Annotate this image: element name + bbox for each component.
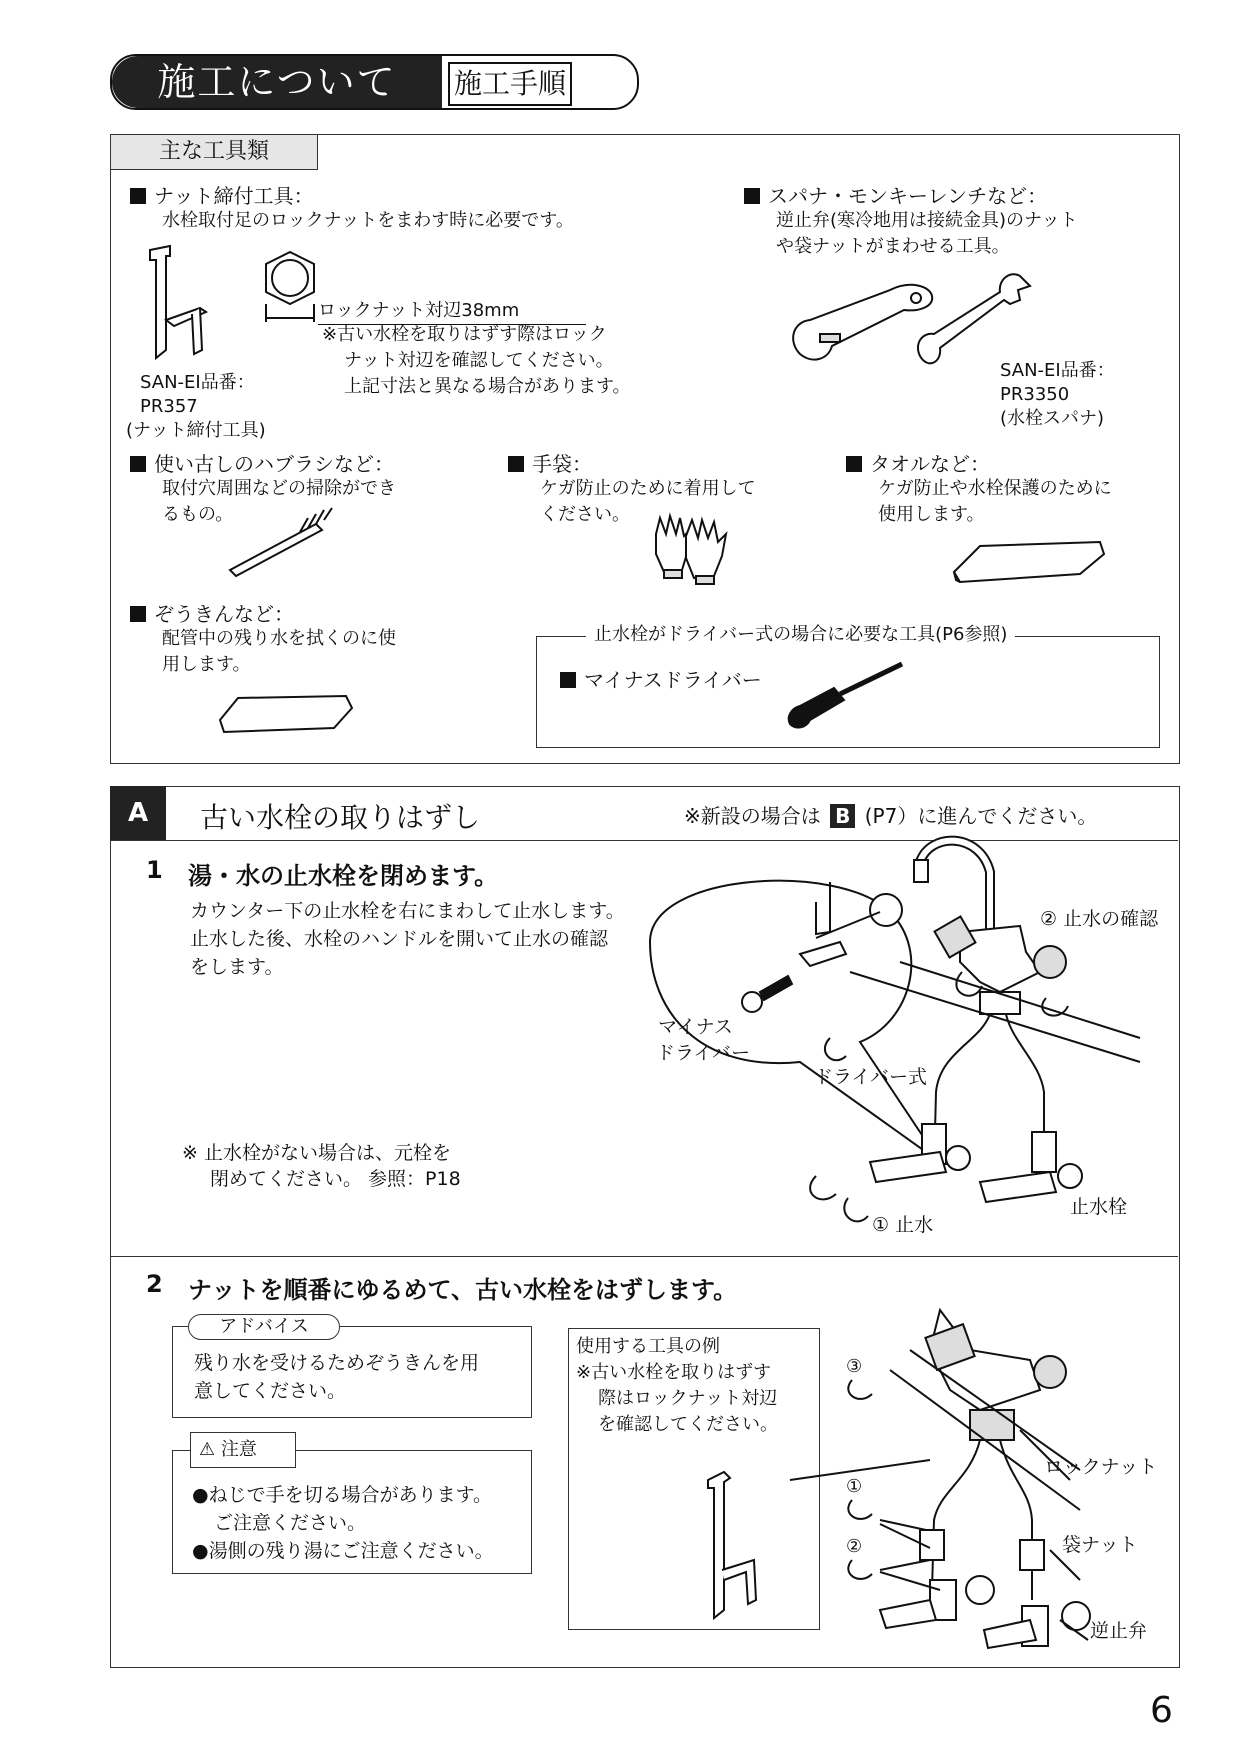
label-bagnut: 袋ナット [1062,1534,1138,1556]
bullet-square-icon [744,188,760,204]
towel-illustration [950,536,1110,586]
brush-heading: 使い古しのハブラシなど： [130,448,394,477]
step1-body-2: 止水した後、水栓のハンドルを開いて止水の確認 [190,928,609,950]
brush-desc-2: るもの。 [162,504,234,525]
step1-body-3: をします。 [190,956,284,978]
nut-wrench-large-illustration [700,1460,780,1620]
tool-example-3: を確認してください。 [598,1414,778,1435]
label-locknut: ロックナット [1044,1456,1158,1478]
page-number: 6 [1150,1690,1173,1731]
section-a-title: 古い水栓の取りはずし [200,801,481,834]
tools-tag: 主な工具類 [110,134,318,170]
caution-tag: ⚠ 注意 [190,1432,296,1468]
spanner-part-3: (水栓スパナ) [1000,408,1105,429]
cloth-desc-1: 配管中の残り水を拭くのに使 [162,628,396,649]
nut-order-2: ② [846,1536,863,1557]
advice-tag: アドバイス [188,1314,340,1340]
gloves-heading: 手袋： [508,448,592,477]
nut-tool-part-3: (ナット締付工具) [126,420,266,441]
tool-example-title: 使用する工具の例 [576,1336,720,1357]
tool-example-2: 際はロックナット対辺 [598,1388,778,1409]
spanner-heading: スパナ・モンキーレンチなど： [744,180,1047,209]
nut-wrench-illustration [140,240,220,370]
driver-item: マイナスドライバー [560,664,762,693]
locknut-note-2: ナット対辺を確認してください。 [344,350,614,371]
section-a-note: ※新設の場合は B (P7）に進んでください。 [684,804,1098,828]
screwdriver-illustration [784,660,914,740]
cloth-illustration [216,690,356,736]
nut-tool-heading: ナット締付工具： [130,180,314,209]
page-subtitle: 施工手順 [448,62,572,106]
spanner-part-2: PR3350 [1000,384,1070,405]
cloth-heading: ぞうきんなど： [130,598,294,627]
label-minus-1: マイナス [658,1016,733,1038]
step1-number: 1 [146,856,163,884]
nut-order-1: ① [846,1476,863,1497]
section-a-header [110,786,1178,841]
label-stop: ① 止水 [872,1214,934,1236]
step1-body-1: カウンター下の止水栓を右にまわして止水します。 [190,900,625,922]
step2-title: ナットを順番にゆるめて、古い水栓をはずします。 [188,1276,738,1304]
bullet-square-icon [130,188,146,204]
toothbrush-illustration [226,510,346,580]
spanner-part-1: SAN-EI品番： [1000,360,1115,381]
caution-text-2: ご注意ください。 [214,1512,367,1534]
step1-note-1: ※ 止水栓がない場合は、元栓を [182,1142,451,1164]
nut-order-3: ③ [846,1356,863,1377]
bullet-square-icon [508,456,524,472]
driver-box-title: 止水栓がドライバー式の場合に必要な工具(P6参照) [586,622,1015,648]
nut-tool-desc: 水栓取付足のロックナットをまわす時に必要です。 [162,210,574,231]
gloves-illustration [648,514,738,594]
label-driver-type: ドライバー式 [814,1066,928,1088]
step1-title: 湯・水の止水栓を閉めます。 [188,862,499,890]
header-banner [110,54,639,110]
locknut-dim-label: ロックナット対辺38mm [318,298,586,325]
step-divider [110,1256,1178,1257]
towel-desc-1: ケガ防止や水栓保護のために [878,478,1112,499]
label-valve: 止水栓 [1070,1196,1128,1218]
step2-number: 2 [146,1270,163,1298]
nut-tool-part-1: SAN-EI品番： [140,372,255,393]
label-minus-2: ドライバー [656,1042,751,1064]
section-a-letter: A [110,786,166,840]
spanner-desc-2: や袋ナットがまわせる工具。 [776,236,1010,257]
gloves-desc-2: ください。 [540,504,630,525]
towel-heading: タオルなど： [846,448,990,477]
tool-example-1: ※古い水栓を取りはずす [576,1362,772,1383]
bullet-square-icon [130,606,146,622]
nut-tool-part-2: PR357 [140,396,198,417]
warning-icon: ⚠ [199,1439,216,1460]
locknut-note-3: 上記寸法と異なる場合があります。 [344,376,631,397]
label-confirm: ② 止水の確認 [1040,908,1159,930]
step1-note-2: 閉めてください。 参照：P18 [210,1168,461,1190]
towel-desc-2: 使用します。 [878,504,985,525]
locknut-note-1: ※古い水栓を取りはずす際はロック [322,324,607,345]
gloves-desc-1: ケガ防止のために着用して [540,478,756,499]
brush-desc-1: 取付穴周囲などの掃除ができ [162,478,396,499]
b-badge: B [830,804,855,828]
hex-nut-illustration [262,248,322,318]
label-check-valve: 逆止弁 [1090,1620,1148,1642]
advice-text-1: 残り水を受けるためぞうきんを用 [194,1352,480,1374]
cloth-desc-2: 用します。 [162,654,251,675]
bullet-square-icon [130,456,146,472]
spanner-desc-1: 逆止弁(寒冷地用は接続金具)のナット [776,210,1078,231]
caution-text-3: ●湯側の残り湯にご注意ください。 [192,1540,494,1562]
bullet-square-icon [846,456,862,472]
advice-text-2: 意してください。 [194,1380,347,1402]
caution-text-1: ●ねじで手を切る場合があります。 [192,1484,493,1506]
bullet-square-icon [560,672,576,688]
page-title: 施工について [112,56,442,108]
